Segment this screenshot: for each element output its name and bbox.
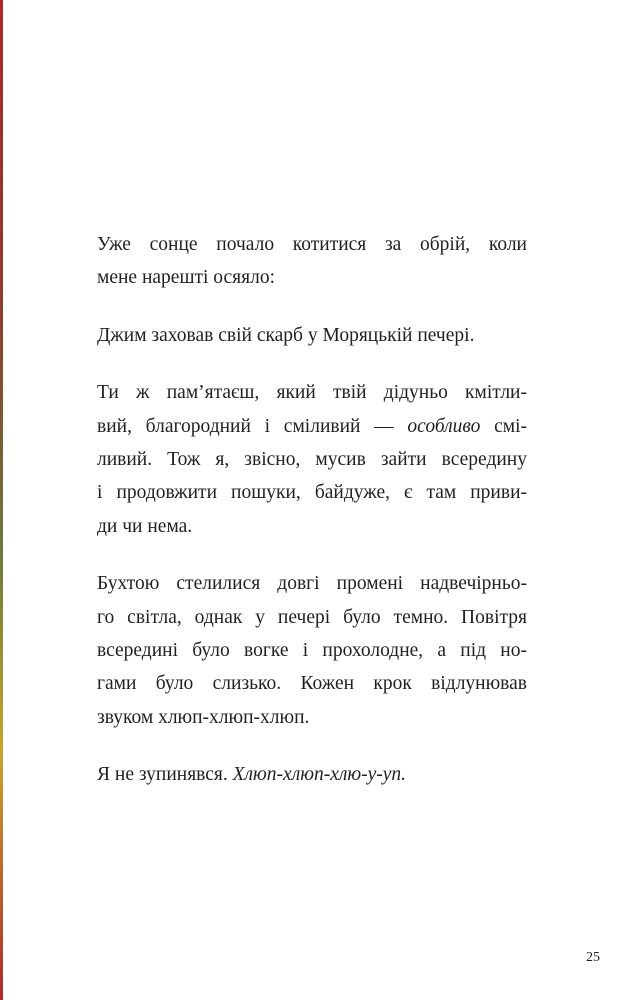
paragraph-2 [97,319,527,352]
text-line: Джим заховав свій скарб у Моряцькій печері. [97,324,475,346]
paragraph-4 [97,567,527,734]
text-line: ди чи нема. [97,515,193,537]
text-line: гами було слизько. Кожен крок відлунював [97,673,527,695]
text-line: і продовжити пошуки, байдуже, є там приви- [97,482,527,504]
text-line: мене нарешті осяяло: [97,267,276,289]
text-line: го світла, однак у печері було темно. Повітря [97,606,527,628]
page-number: 25 [586,950,600,965]
text-line: Ти ж пам’ятаєш, який твій дідуньо кмітли- [97,382,527,404]
paragraph-5 [97,758,527,791]
emphasis-word: особливо [407,415,481,437]
text-line: ливий. Тож я, звісно, мусив зайти всередину [97,449,527,471]
text-segment: смі- [480,415,528,437]
body-text [97,228,527,792]
text-line-with-emphasis [97,410,527,443]
text-line: Уже сонце почало котитися за обрій, коли [97,234,527,255]
paragraph-3 [97,376,527,543]
paragraph-1 [97,228,527,295]
text-line: Бухтою стелилися довгі промені надвечірньо- [97,573,527,595]
emphasis-phrase: Хлюп-хлюп-хлю-у-уп. [232,764,407,786]
text-segment: Я не зупинявся. [97,764,233,786]
text-line: звуком хлюп-хлюп-хлюп. [97,706,310,728]
text-segment: вий, благородний і сміливий — [97,415,408,437]
text-line-with-emphasis [97,758,527,791]
text-line: всередині було вогке і прохолодне, а під но- [97,640,527,662]
page-edge-strip [0,0,3,1000]
